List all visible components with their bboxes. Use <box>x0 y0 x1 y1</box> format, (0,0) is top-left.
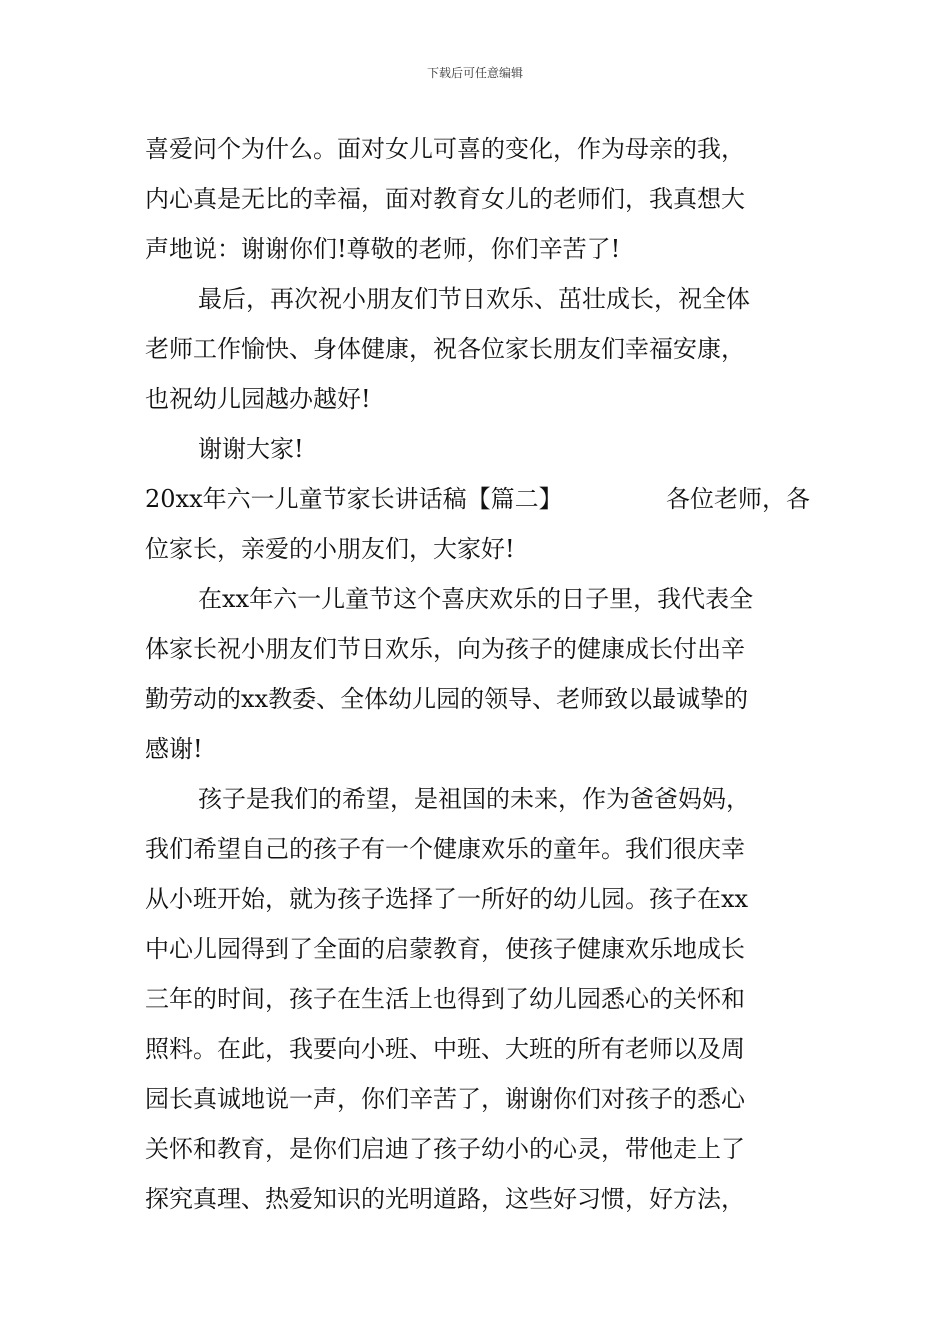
text-line: 照料。在此，我要向小班、中班、大班的所有老师以及周 <box>145 1035 745 1063</box>
text-line: 勤劳动的xx教委、全体幼儿园的领导、老师致以最诚挚的 <box>145 685 749 713</box>
text-line: 谢谢大家! <box>198 435 304 463</box>
document-body <box>145 124 810 1224</box>
section-heading-line <box>145 474 810 524</box>
text-line: 三年的时间，孩子在生活上也得到了幼儿园悉心的关怀和 <box>145 985 745 1013</box>
text-line: 体家长祝小朋友们节日欢乐，向为孩子的健康成长付出辛 <box>145 635 745 663</box>
text-line: 中心儿园得到了全面的启蒙教育，使孩子健康欢乐地成长 <box>145 935 745 963</box>
text-line: 位家长，亲爱的小朋友们，大家好! <box>145 535 515 563</box>
section-title: 20xx年六一儿童节家长讲话稿【篇二】 <box>145 485 563 513</box>
text-line: 感谢! <box>145 735 203 763</box>
text-line: 在xx年六一儿童节这个喜庆欢乐的日子里，我代表全 <box>198 585 754 613</box>
text-line: 内心真是无比的幸福，面对教育女儿的老师们，我真想大 <box>145 185 745 213</box>
text-line: 喜爱问个为什么。面对女儿可喜的变化，作为母亲的我， <box>145 135 745 163</box>
text-line: 最后，再次祝小朋友们节日欢乐、茁壮成长，祝全体 <box>198 285 750 313</box>
text-line: 关怀和教育，是你们启迪了孩子幼小的心灵，带他走上了 <box>145 1135 745 1163</box>
text-line: 老师工作愉快、身体健康，祝各位家长朋友们幸福安康， <box>145 335 745 363</box>
text-line: 声地说：谢谢你们!尊敬的老师，你们辛苦了! <box>145 235 621 263</box>
text-line: 从小班开始，就为孩子选择了一所好的幼儿园。孩子在xx <box>145 885 749 913</box>
text-line: 也祝幼儿园越办越好! <box>145 385 371 413</box>
salutation-start: 各位老师，各 <box>666 485 810 513</box>
text-line: 探究真理、热爱知识的光明道路，这些好习惯，好方法， <box>145 1185 745 1213</box>
page-header: 下载后可任意编辑 <box>426 66 523 80</box>
text-line: 孩子是我们的希望，是祖国的未来，作为爸爸妈妈， <box>198 785 750 813</box>
text-line: 园长真诚地说一声，你们辛苦了，谢谢你们对孩子的悉心 <box>145 1085 745 1113</box>
text-line: 我们希望自己的孩子有一个健康欢乐的童年。我们很庆幸 <box>145 835 745 863</box>
